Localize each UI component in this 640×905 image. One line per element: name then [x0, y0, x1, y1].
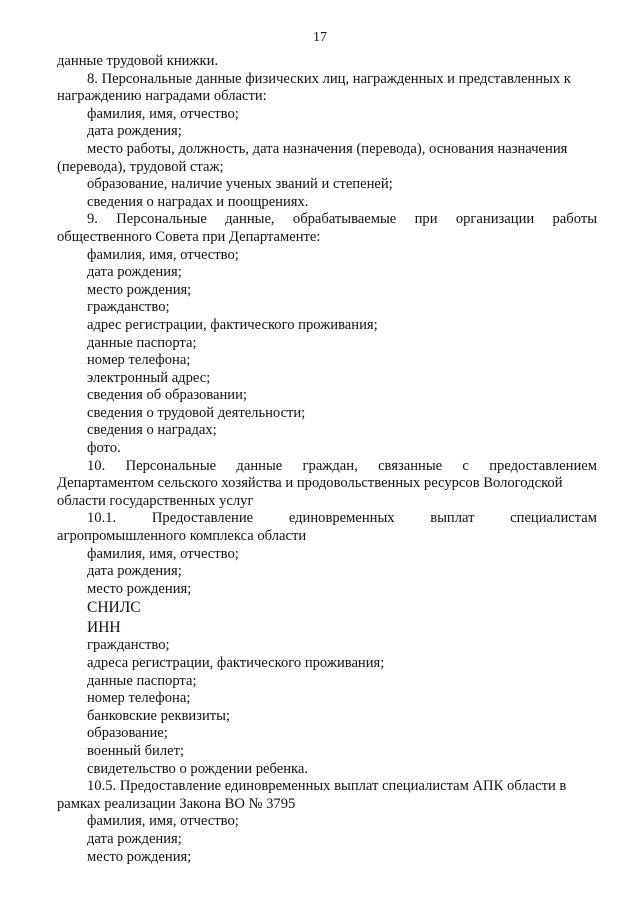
list-item: свидетельство о рождении ребенка. [87, 760, 308, 777]
list-item: электронный адрес; [87, 369, 211, 386]
list-item: сведения о трудовой деятельности; [87, 404, 306, 421]
text-line: (перевода), трудовой стаж; [57, 158, 224, 175]
list-item: номер телефона; [87, 690, 191, 707]
list-item: образование, наличие ученых званий и степеней; [87, 176, 393, 193]
list-item: адрес регистрации, фактического проживания; [87, 316, 378, 333]
list-item: СНИЛС [87, 599, 141, 617]
list-item: военный билет; [87, 742, 185, 759]
list-item: образование; [87, 725, 168, 742]
list-item: дата рождения; [87, 830, 182, 847]
text-line: агропромышленного комплекса области [57, 528, 307, 545]
text-line: награждению наградами области: [57, 88, 267, 105]
list-item: место работы, должность, дата назначения (перевода), основания назначения [87, 140, 568, 157]
list-item: данные паспорта; [87, 334, 197, 351]
paragraph-10-heading: 10. Персональные данные граждан, связанные с предоставлением [87, 457, 597, 474]
list-item: фамилия, имя, отчество; [87, 813, 239, 830]
list-item: фамилия, имя, отчество; [87, 105, 239, 122]
list-item: данные паспорта; [87, 672, 197, 689]
paragraph-10-1-heading: 10.1. Предоставление единовременных выплат специалистам [87, 510, 597, 527]
list-item: фото. [87, 440, 121, 457]
list-item: место рождения; [87, 281, 192, 298]
list-item: дата рождения; [87, 264, 182, 281]
paragraph-10-5-heading: 10.5. Предоставление единовременных выплат специалистам АПК области в [87, 778, 567, 795]
list-item: гражданство; [87, 637, 170, 654]
list-item: номер телефона; [87, 352, 191, 369]
page-number: 17 [313, 30, 327, 45]
list-item: фамилия, имя, отчество; [87, 246, 239, 263]
list-item: сведения о наградах; [87, 422, 217, 439]
list-item: дата рождения; [87, 563, 182, 580]
list-item: сведения об образовании; [87, 387, 247, 404]
list-item: дата рождения; [87, 123, 182, 140]
text-line: рамках реализации Закона ВО № 3795 [57, 795, 296, 812]
text-line: общественного Совета при Департаменте: [57, 228, 321, 245]
list-item: банковские реквизиты; [87, 707, 231, 724]
list-item: ИНН [87, 618, 121, 636]
document-body [57, 53, 597, 866]
paragraph-9-heading: 9. Персональные данные, обрабатываемые при организации работы [87, 211, 597, 228]
list-item: адреса регистрации, фактического проживания; [87, 655, 385, 671]
list-item: фамилия, имя, отчество; [87, 545, 239, 562]
paragraph-8-heading: 8. Персональные данные физических лиц, награжденных и представленных к [87, 70, 571, 87]
list-item: гражданство; [87, 299, 170, 316]
list-item: сведения о наградах и поощрениях. [87, 193, 309, 210]
text-line: Департаментом сельского хозяйства и продовольственных ресурсов Вологодской [57, 475, 563, 492]
text-line: данные трудовой книжки. [57, 53, 219, 69]
text-line: области государственных услуг [57, 492, 254, 509]
list-item: место рождения; [87, 580, 192, 597]
list-item: место рождения; [87, 848, 192, 865]
